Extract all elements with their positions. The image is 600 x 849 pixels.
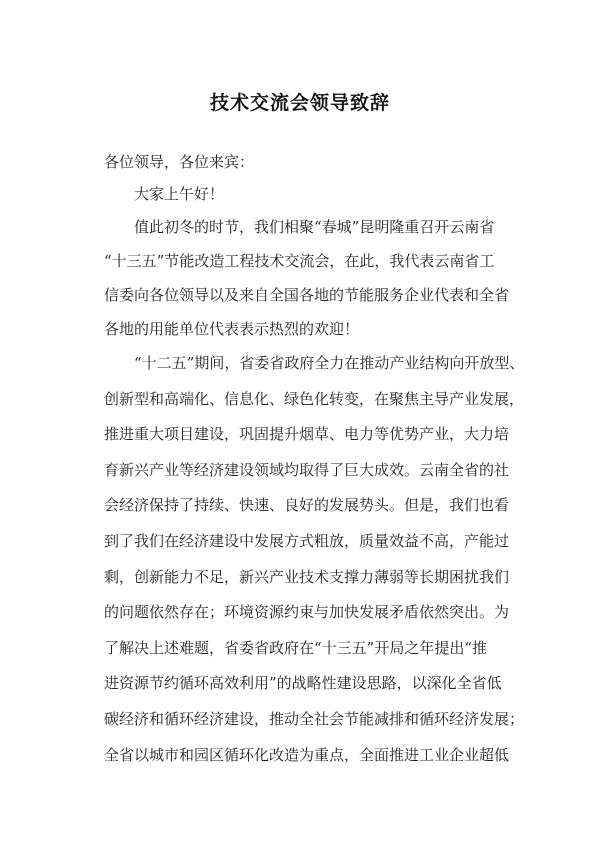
- paragraph-line: 会经济保持了持续、快速、良好的发展势头。但是，我们也看: [104, 496, 510, 515]
- paragraph-line: 育新兴产业等经济建设领域均取得了巨大成效。云南全省的社: [104, 460, 510, 479]
- paragraph-line: 剩，创新能力不足，新兴产业技术支撑力薄弱等长期困扰我们: [104, 567, 510, 586]
- paragraph-line: 到了我们在经济建设中发展方式粗放，质量效益不高，产能过: [104, 531, 510, 550]
- paragraph-line: 值此初冬的时节，我们相聚“春城”昆明隆重召开云南省: [134, 218, 495, 236]
- paragraph-line: 创新型和高端化、信息化、绿色化转变，在聚焦主导产业发展，: [104, 389, 525, 408]
- document-title: 技术交流会领导致辞: [209, 92, 390, 114]
- paragraph-line: “十二五”期间，省委省政府全力在推动产业结构向开放型、: [134, 354, 525, 372]
- paragraph-line: 进资源节约循环高效利用”的战略性建设思路，以深化全省低: [104, 674, 502, 693]
- paragraph-welcome: [104, 210, 510, 346]
- paragraph-review: [104, 346, 525, 773]
- paragraph-line: “十三五”节能改造工程技术交流会，在此，我代表云南省工: [104, 252, 495, 270]
- paragraph-line: 信委向各位领导以及来自全国各地的节能服务企业代表和全省: [104, 286, 510, 304]
- paragraph-line: 了解决上述难题，省委省政府在“十三五”开局之年提出“推: [104, 638, 488, 657]
- salutation: 各位领导，各位来宾：: [104, 153, 255, 171]
- paragraph-line: 各地的用能单位代表表示热烈的欢迎！: [104, 320, 360, 338]
- paragraph-line: 推进重大项目建设，巩固提升烟草、电力等优势产业，大力培: [104, 425, 510, 444]
- paragraph-line: 的问题依然存在；环境资源约束与加快发展矛盾依然突出。为: [104, 603, 510, 622]
- greeting: 大家上午好！: [134, 185, 225, 203]
- paragraph-line: 碳经济和循环经济建设，推动全社会节能减排和循环经济发展；: [104, 709, 525, 728]
- paragraph-line: 全省以城市和园区循环化改造为重点，全面推进工业企业超低: [104, 745, 510, 764]
